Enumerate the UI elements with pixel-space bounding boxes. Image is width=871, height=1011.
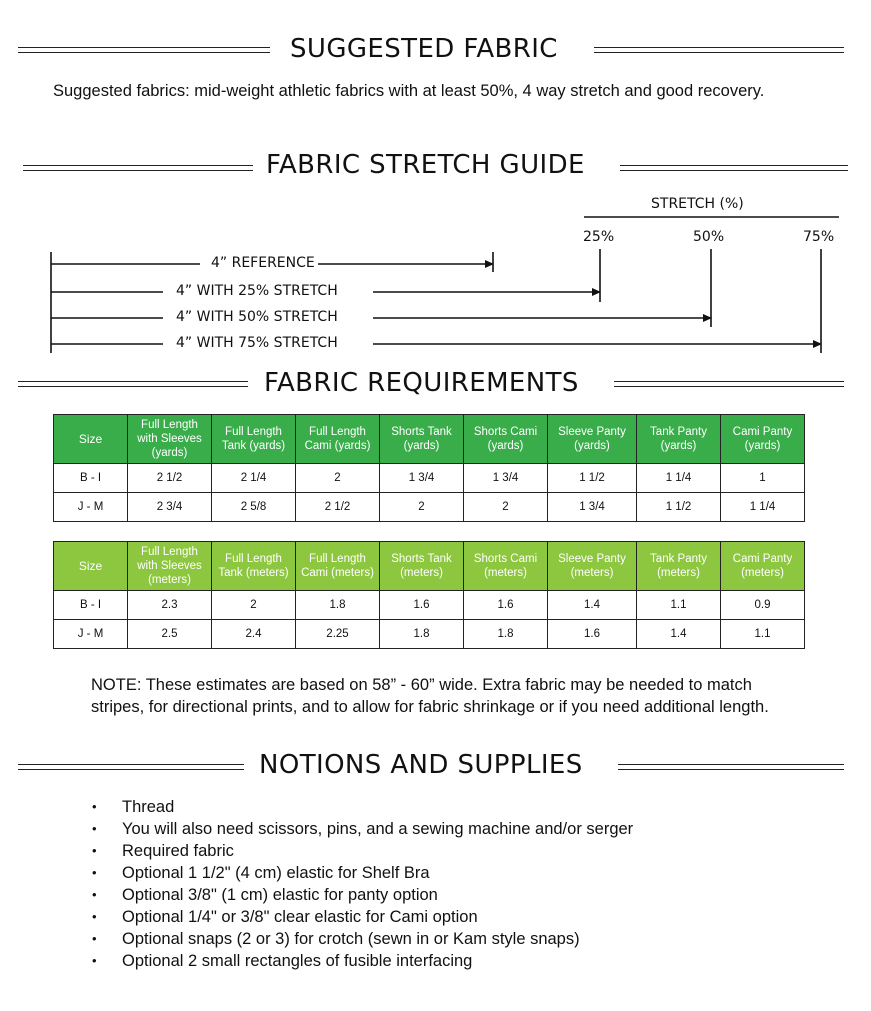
list-item (92, 928, 633, 950)
column-header: Shorts Tank (yards) (380, 415, 464, 464)
table-cell: 1 1/4 (721, 493, 805, 522)
column-header: Full Length Cami (meters) (296, 542, 380, 591)
table-cell: 0.9 (721, 591, 805, 620)
table-cell: 2 1/2 (296, 493, 380, 522)
column-header: Sleeve Panty (yards) (548, 415, 637, 464)
table-cell: 2.3 (128, 591, 212, 620)
column-header: Full Length Tank (yards) (212, 415, 296, 464)
stretch-axis-title: STRETCH (%) (651, 196, 744, 212)
bullet-icon: • (92, 821, 97, 836)
header-rule-right (618, 764, 844, 770)
list-item-text: Optional 2 small rectangles of fusible interfacing (122, 952, 473, 970)
list-item-text: Required fabric (122, 842, 234, 860)
list-item-text: Optional 3/8" (1 cm) elastic for panty option (122, 886, 438, 904)
table-cell: 1 3/4 (380, 464, 464, 493)
table-row (54, 493, 805, 522)
bullet-icon: • (92, 887, 97, 902)
table-cell: 2 (296, 464, 380, 493)
table-cell: B - I (54, 591, 128, 620)
column-header: Cami Panty (yards) (721, 415, 805, 464)
header-rule-right (614, 381, 844, 387)
stretch-tick-50: 50% (693, 229, 725, 245)
table-cell: 1 1/2 (637, 493, 721, 522)
column-header: Tank Panty (meters) (637, 542, 721, 591)
stretch-tick-25: 25% (583, 229, 615, 245)
table-row (54, 464, 805, 493)
table-header-row (54, 542, 805, 591)
requirements-note: NOTE: These estimates are based on 58” - 60” wide. Extra fabric may be needed to match stripes, for directional prints, and to allow for fabric shrinkage or if you need additional length. (91, 676, 769, 716)
table-cell: 2.5 (128, 620, 212, 649)
stretch-row-75-label: 4” WITH 75% STRETCH (176, 335, 338, 351)
section-title: SUGGESTED FABRIC (290, 34, 558, 64)
header-rule-left (18, 381, 248, 387)
fabric-requirements-yards-table (53, 414, 805, 522)
list-item (92, 862, 633, 884)
table-cell: 1 (721, 464, 805, 493)
column-header: Cami Panty (meters) (721, 542, 805, 591)
column-header: Full Length with Sleeves (yards) (128, 415, 212, 464)
bullet-icon: • (92, 931, 97, 946)
table-row (54, 591, 805, 620)
section-title: NOTIONS AND SUPPLIES (259, 750, 583, 780)
list-item (92, 950, 633, 972)
table-cell: 1.8 (296, 591, 380, 620)
bullet-icon: • (92, 865, 97, 880)
column-header: Sleeve Panty (meters) (548, 542, 637, 591)
list-item-text: You will also need scissors, pins, and a sewing machine and/or serger (122, 820, 634, 838)
list-item-text: Thread (122, 798, 175, 816)
table-cell: 1.8 (380, 620, 464, 649)
column-header: Tank Panty (yards) (637, 415, 721, 464)
header-rule-left (18, 764, 244, 770)
list-item-text: Optional 1/4" or 3/8" clear elastic for Cami option (122, 908, 478, 926)
bullet-icon: • (92, 843, 97, 858)
table-row (54, 620, 805, 649)
list-item (92, 796, 633, 818)
section-header-fabric-requirements (0, 363, 871, 403)
column-header: Shorts Cami (yards) (464, 415, 548, 464)
column-header: Size (54, 542, 128, 591)
table-cell: 1.1 (637, 591, 721, 620)
table-cell: J - M (54, 493, 128, 522)
suggested-fabric-text: Suggested fabrics: mid-weight athletic fabrics with at least 50%, 4 way stretch and good recovery. (53, 82, 765, 100)
column-header: Full Length Tank (meters) (212, 542, 296, 591)
stretch-row-50-label: 4” WITH 50% STRETCH (176, 309, 338, 325)
table-cell: 1.6 (380, 591, 464, 620)
table-cell: 1.6 (464, 591, 548, 620)
table-cell: 1.4 (637, 620, 721, 649)
table-cell: 2 (464, 493, 548, 522)
column-header: Shorts Cami (meters) (464, 542, 548, 591)
stretch-tick-75: 75% (803, 229, 835, 245)
notions-list (92, 796, 633, 972)
table-cell: 2 3/4 (128, 493, 212, 522)
fabric-requirements-meters-table (53, 541, 805, 649)
stretch-row-25-label: 4” WITH 25% STRETCH (176, 283, 338, 299)
table-cell: 1 3/4 (548, 493, 637, 522)
column-header: Full Length with Sleeves (meters) (128, 542, 212, 591)
column-header: Full Length Cami (yards) (296, 415, 380, 464)
section-header-notions (0, 745, 871, 785)
table-cell: 2 1/2 (128, 464, 212, 493)
table-cell: 1.4 (548, 591, 637, 620)
table-cell: B - I (54, 464, 128, 493)
section-title: FABRIC STRETCH GUIDE (266, 150, 585, 180)
bullet-icon: • (92, 799, 97, 814)
list-item (92, 906, 633, 928)
table-cell: 1.1 (721, 620, 805, 649)
list-item-text: Optional snaps (2 or 3) for crotch (sewn in or Kam style snaps) (122, 930, 580, 948)
bullet-icon: • (92, 953, 97, 968)
list-item (92, 884, 633, 906)
bullet-icon: • (92, 909, 97, 924)
table-cell: 1 1/4 (637, 464, 721, 493)
table-cell: 2 (380, 493, 464, 522)
column-header: Size (54, 415, 128, 464)
list-item (92, 840, 633, 862)
table-cell: 1 1/2 (548, 464, 637, 493)
section-title: FABRIC REQUIREMENTS (264, 368, 579, 398)
table-cell: 2.25 (296, 620, 380, 649)
column-header: Shorts Tank (meters) (380, 542, 464, 591)
list-item (92, 818, 633, 840)
table-cell: 1.8 (464, 620, 548, 649)
table-cell: 1.6 (548, 620, 637, 649)
table-cell: 2 (212, 591, 296, 620)
list-item-text: Optional 1 1/2" (4 cm) elastic for Shelf Bra (122, 864, 430, 882)
table-cell: 2.4 (212, 620, 296, 649)
stretch-guide-diagram (0, 0, 871, 360)
table-cell: J - M (54, 620, 128, 649)
stretch-row-reference-label: 4” REFERENCE (211, 255, 315, 271)
table-cell: 2 5/8 (212, 493, 296, 522)
table-cell: 2 1/4 (212, 464, 296, 493)
table-cell: 1 3/4 (464, 464, 548, 493)
table-header-row (54, 415, 805, 464)
